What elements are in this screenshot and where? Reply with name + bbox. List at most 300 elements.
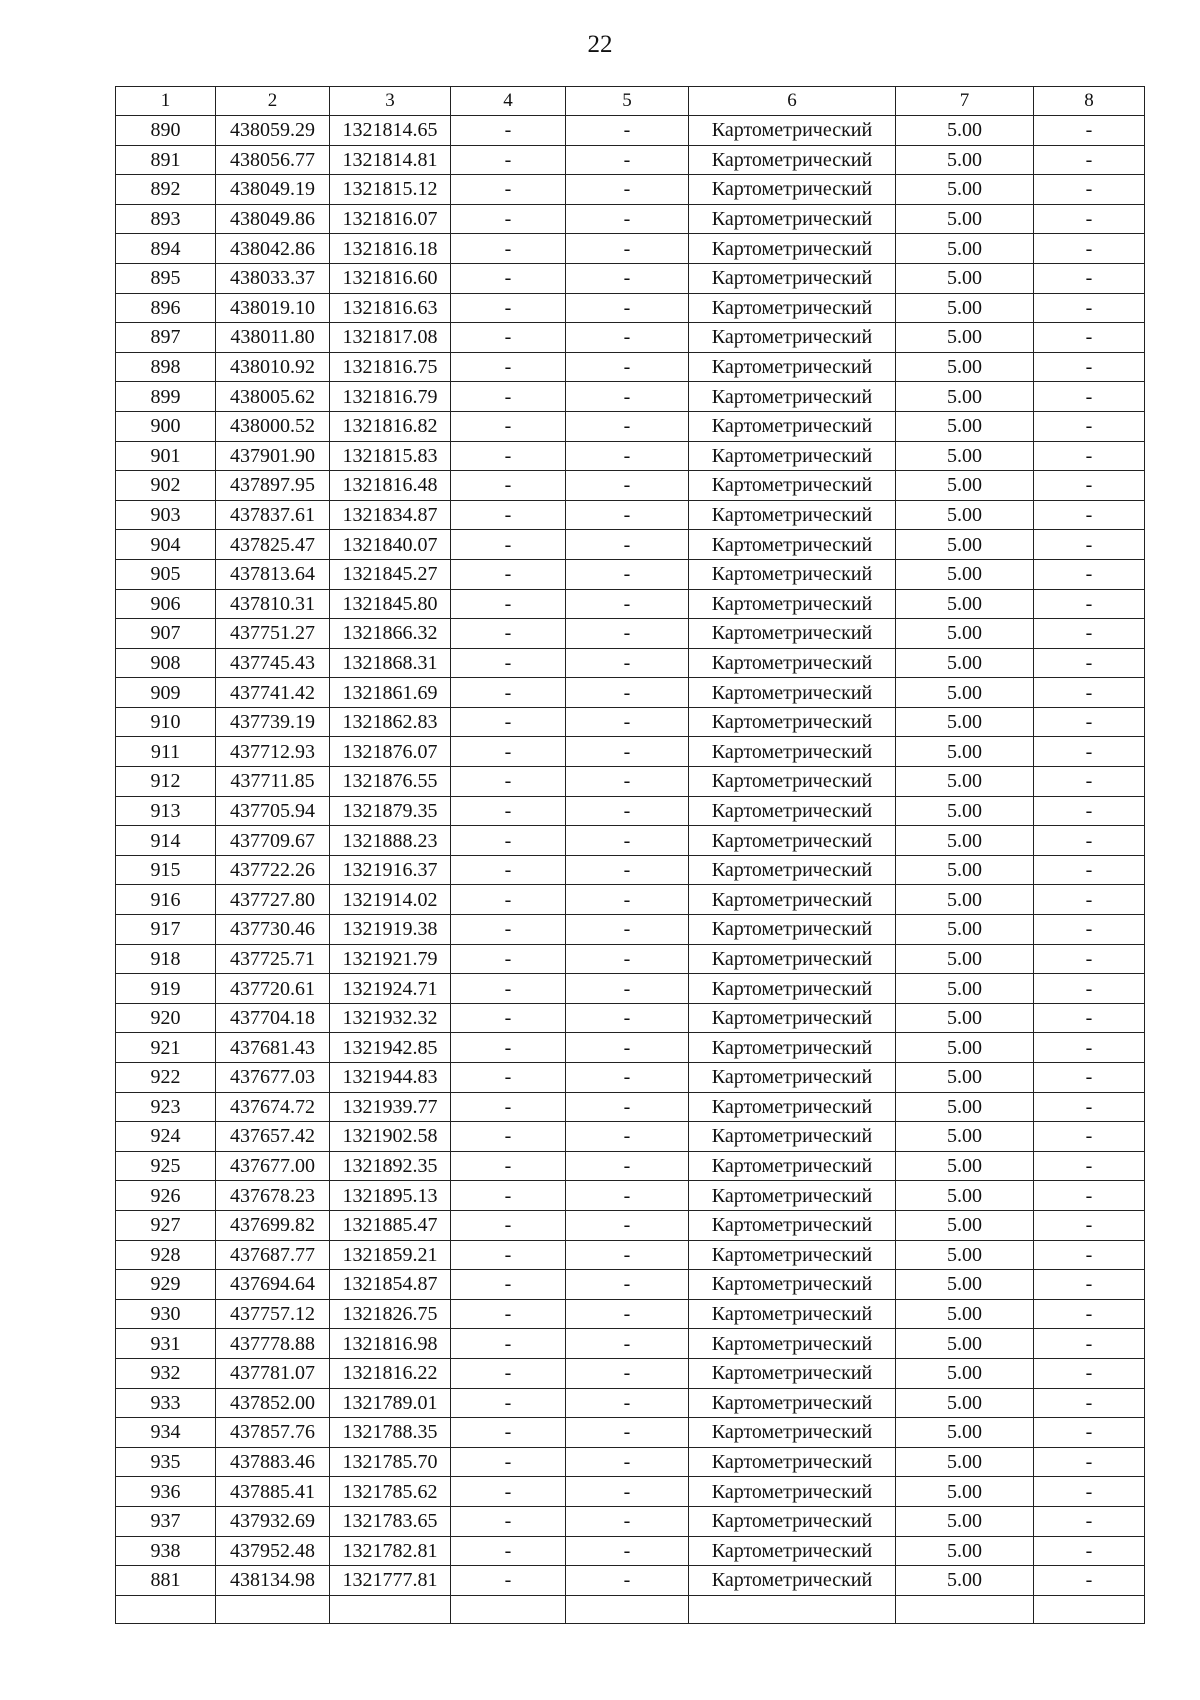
- table-cell: -: [451, 1122, 566, 1152]
- table-cell: 1321924.71: [330, 974, 451, 1004]
- table-cell: Картометрический: [689, 382, 896, 412]
- table-cell: 932: [116, 1358, 216, 1388]
- table-cell: 5.00: [896, 1477, 1034, 1507]
- table-row: [116, 204, 1145, 234]
- table-cell: -: [451, 1063, 566, 1093]
- table-cell: -: [566, 1388, 689, 1418]
- table-cell: -: [451, 1299, 566, 1329]
- column-header: 4: [451, 87, 566, 116]
- table-cell: 1321845.27: [330, 559, 451, 589]
- table-cell: -: [451, 1151, 566, 1181]
- table-cell: 5.00: [896, 1151, 1034, 1181]
- table-cell: -: [1034, 116, 1145, 146]
- table-row: [116, 1358, 1145, 1388]
- table-cell: -: [1034, 1270, 1145, 1300]
- table-cell: 899: [116, 382, 216, 412]
- table-cell: -: [566, 471, 689, 501]
- table-cell: 1321892.35: [330, 1151, 451, 1181]
- table-cell: 437883.46: [216, 1447, 330, 1477]
- table-cell: Картометрический: [689, 1003, 896, 1033]
- column-header: 8: [1034, 87, 1145, 116]
- table-cell: 437745.43: [216, 648, 330, 678]
- table-row: [116, 767, 1145, 797]
- table-row: [116, 1270, 1145, 1300]
- table-cell: -: [451, 1210, 566, 1240]
- table-cell: -: [451, 1477, 566, 1507]
- table-cell: -: [451, 1003, 566, 1033]
- table-cell: 5.00: [896, 885, 1034, 915]
- table-cell: 5.00: [896, 1033, 1034, 1063]
- table-cell: 930: [116, 1299, 216, 1329]
- table-cell: 1321816.48: [330, 471, 451, 501]
- table-cell: Картометрический: [689, 441, 896, 471]
- table-cell: 912: [116, 767, 216, 797]
- table-cell: 1321916.37: [330, 855, 451, 885]
- table-cell: -: [566, 707, 689, 737]
- table-row: [116, 1033, 1145, 1063]
- table-row: [116, 1506, 1145, 1536]
- table-cell: Картометрический: [689, 1477, 896, 1507]
- table-cell: 1321814.65: [330, 116, 451, 146]
- table-cell: 5.00: [896, 1418, 1034, 1448]
- table-cell: -: [566, 1536, 689, 1566]
- table-cell: -: [566, 1092, 689, 1122]
- table-cell: -: [566, 1299, 689, 1329]
- table-cell: 1321816.79: [330, 382, 451, 412]
- table-cell: -: [566, 648, 689, 678]
- table-row: [116, 1329, 1145, 1359]
- table-cell: 1321944.83: [330, 1063, 451, 1093]
- table-cell: 1321782.81: [330, 1536, 451, 1566]
- table-cell: Картометрический: [689, 767, 896, 797]
- table-cell: 438005.62: [216, 382, 330, 412]
- table-cell: -: [566, 234, 689, 264]
- table-cell: -: [451, 145, 566, 175]
- table-cell: 895: [116, 263, 216, 293]
- table-row: [116, 441, 1145, 471]
- table-cell: -: [566, 441, 689, 471]
- table-cell: 5.00: [896, 915, 1034, 945]
- table-cell: -: [566, 737, 689, 767]
- table-cell: -: [1034, 234, 1145, 264]
- table-row: [116, 1536, 1145, 1566]
- table-cell: 5.00: [896, 855, 1034, 885]
- table-cell: -: [1034, 1477, 1145, 1507]
- table-cell: -: [1034, 915, 1145, 945]
- table-cell: 5.00: [896, 471, 1034, 501]
- table-cell: -: [451, 855, 566, 885]
- table-cell: -: [451, 352, 566, 382]
- table-cell: 5.00: [896, 589, 1034, 619]
- table-cell: 938: [116, 1536, 216, 1566]
- table-cell: 1321939.77: [330, 1092, 451, 1122]
- table-cell: 1321861.69: [330, 678, 451, 708]
- table-cell: -: [1034, 974, 1145, 1004]
- table-cell: -: [1034, 885, 1145, 915]
- table-cell: Картометрический: [689, 619, 896, 649]
- table-cell: -: [451, 1506, 566, 1536]
- table-cell: 437694.64: [216, 1270, 330, 1300]
- table-cell: 1321789.01: [330, 1388, 451, 1418]
- table-cell: 438049.86: [216, 204, 330, 234]
- table-cell: -: [566, 1477, 689, 1507]
- table-cell: -: [1034, 1181, 1145, 1211]
- table-cell: 5.00: [896, 500, 1034, 530]
- table-cell: -: [566, 1003, 689, 1033]
- table-cell: 437705.94: [216, 796, 330, 826]
- table-row: [116, 1092, 1145, 1122]
- table-cell: 1321816.98: [330, 1329, 451, 1359]
- table-cell: 1321845.80: [330, 589, 451, 619]
- table-cell: -: [451, 648, 566, 678]
- table-cell: -: [451, 1388, 566, 1418]
- table-cell: 437711.85: [216, 767, 330, 797]
- empty-cell: [330, 1595, 451, 1623]
- table-cell: -: [451, 1092, 566, 1122]
- table-cell: -: [451, 1536, 566, 1566]
- table-cell: -: [1034, 619, 1145, 649]
- table-cell: Картометрический: [689, 737, 896, 767]
- table-cell: -: [1034, 648, 1145, 678]
- table-cell: 437687.77: [216, 1240, 330, 1270]
- table-cell: Картометрический: [689, 885, 896, 915]
- empty-cell: [566, 1595, 689, 1623]
- table-cell: 5.00: [896, 1536, 1034, 1566]
- table-cell: Картометрический: [689, 1329, 896, 1359]
- table-cell: 1321777.81: [330, 1566, 451, 1596]
- table-cell: 437897.95: [216, 471, 330, 501]
- table-cell: -: [566, 1447, 689, 1477]
- table-row: [116, 352, 1145, 382]
- table-cell: 1321879.35: [330, 796, 451, 826]
- table-cell: Картометрический: [689, 648, 896, 678]
- table-cell: 928: [116, 1240, 216, 1270]
- table-row: [116, 116, 1145, 146]
- table-row: [116, 1299, 1145, 1329]
- column-header: 3: [330, 87, 451, 116]
- table-cell: 918: [116, 944, 216, 974]
- table-cell: -: [1034, 1447, 1145, 1477]
- table-row: [116, 1210, 1145, 1240]
- table-cell: 1321868.31: [330, 648, 451, 678]
- table-cell: -: [1034, 1063, 1145, 1093]
- table-cell: -: [1034, 707, 1145, 737]
- table-cell: 5.00: [896, 1063, 1034, 1093]
- table-cell: -: [566, 855, 689, 885]
- table-cell: -: [451, 1418, 566, 1448]
- table-row: [116, 1418, 1145, 1448]
- table-body: [116, 116, 1145, 1624]
- table-cell: 5.00: [896, 352, 1034, 382]
- table-cell: 437781.07: [216, 1358, 330, 1388]
- table-cell: 437712.93: [216, 737, 330, 767]
- table-cell: 5.00: [896, 1003, 1034, 1033]
- table-row: [116, 974, 1145, 1004]
- table-cell: -: [566, 1358, 689, 1388]
- table-cell: Картометрический: [689, 707, 896, 737]
- table-row: [116, 915, 1145, 945]
- table-row: [116, 648, 1145, 678]
- table-cell: 437778.88: [216, 1329, 330, 1359]
- table-row: [116, 500, 1145, 530]
- table-cell: 5.00: [896, 1240, 1034, 1270]
- table-cell: 903: [116, 500, 216, 530]
- table-row: [116, 559, 1145, 589]
- table-cell: 905: [116, 559, 216, 589]
- table-cell: -: [1034, 500, 1145, 530]
- table-cell: -: [566, 263, 689, 293]
- table-cell: -: [451, 796, 566, 826]
- table-row: [116, 737, 1145, 767]
- table-cell: 913: [116, 796, 216, 826]
- table-cell: Картометрический: [689, 175, 896, 205]
- table-cell: Картометрический: [689, 530, 896, 560]
- table-cell: 437810.31: [216, 589, 330, 619]
- table-cell: -: [1034, 471, 1145, 501]
- table-cell: -: [451, 974, 566, 1004]
- table-cell: -: [451, 234, 566, 264]
- table-cell: Картометрический: [689, 1033, 896, 1063]
- table-cell: -: [1034, 1358, 1145, 1388]
- table-cell: -: [1034, 826, 1145, 856]
- table-cell: 438056.77: [216, 145, 330, 175]
- table-cell: 1321888.23: [330, 826, 451, 856]
- table-row: [116, 1388, 1145, 1418]
- table-cell: 437727.80: [216, 885, 330, 915]
- table-cell: Картометрический: [689, 471, 896, 501]
- table-cell: -: [451, 293, 566, 323]
- table-cell: -: [566, 559, 689, 589]
- table-row: [116, 1477, 1145, 1507]
- table-cell: -: [451, 323, 566, 353]
- table-cell: -: [1034, 323, 1145, 353]
- table-cell: -: [1034, 145, 1145, 175]
- table-cell: 1321866.32: [330, 619, 451, 649]
- table-cell: -: [451, 944, 566, 974]
- table-cell: -: [1034, 737, 1145, 767]
- table-cell: -: [566, 1122, 689, 1152]
- table-cell: 920: [116, 1003, 216, 1033]
- table-cell: -: [566, 589, 689, 619]
- table-cell: 1321785.62: [330, 1477, 451, 1507]
- table-cell: 1321876.55: [330, 767, 451, 797]
- table-cell: 5.00: [896, 145, 1034, 175]
- table-cell: 5.00: [896, 234, 1034, 264]
- table-cell: 437885.41: [216, 1477, 330, 1507]
- table-cell: 921: [116, 1033, 216, 1063]
- table-cell: -: [451, 826, 566, 856]
- table-cell: 919: [116, 974, 216, 1004]
- table-cell: Картометрический: [689, 234, 896, 264]
- table-cell: 1321914.02: [330, 885, 451, 915]
- table-cell: 438000.52: [216, 411, 330, 441]
- table-cell: -: [566, 1033, 689, 1063]
- table-cell: -: [566, 1329, 689, 1359]
- table-cell: Картометрический: [689, 293, 896, 323]
- table-cell: 1321862.83: [330, 707, 451, 737]
- table-cell: 437757.12: [216, 1299, 330, 1329]
- table-cell: 5.00: [896, 826, 1034, 856]
- table-row: [116, 1063, 1145, 1093]
- table-cell: Картометрический: [689, 1358, 896, 1388]
- table-cell: 1321834.87: [330, 500, 451, 530]
- table-cell: -: [451, 1358, 566, 1388]
- table-cell: 437825.47: [216, 530, 330, 560]
- table-cell: 927: [116, 1210, 216, 1240]
- table-cell: 893: [116, 204, 216, 234]
- table-cell: -: [451, 1181, 566, 1211]
- table-cell: 5.00: [896, 1299, 1034, 1329]
- table-cell: 437699.82: [216, 1210, 330, 1240]
- table-cell: -: [451, 382, 566, 412]
- table-row: [116, 1003, 1145, 1033]
- table-cell: 1321814.81: [330, 145, 451, 175]
- table-cell: -: [451, 1566, 566, 1596]
- coordinates-table: [115, 86, 1145, 1624]
- table-cell: -: [566, 1181, 689, 1211]
- table-cell: 1321785.70: [330, 1447, 451, 1477]
- table-cell: 437739.19: [216, 707, 330, 737]
- column-header: 6: [689, 87, 896, 116]
- empty-cell: [896, 1595, 1034, 1623]
- table-cell: 5.00: [896, 1566, 1034, 1596]
- table-cell: 437704.18: [216, 1003, 330, 1033]
- table-row: [116, 1566, 1145, 1596]
- table-cell: 1321942.85: [330, 1033, 451, 1063]
- table-cell: -: [451, 116, 566, 146]
- table-cell: -: [1034, 263, 1145, 293]
- table-cell: 931: [116, 1329, 216, 1359]
- table-cell: Картометрический: [689, 1447, 896, 1477]
- table-cell: -: [566, 411, 689, 441]
- table-cell: Картометрический: [689, 915, 896, 945]
- table-cell: Картометрический: [689, 1536, 896, 1566]
- table-cell: -: [1034, 204, 1145, 234]
- table-cell: 923: [116, 1092, 216, 1122]
- column-header: 7: [896, 87, 1034, 116]
- table-cell: 5.00: [896, 1270, 1034, 1300]
- table-cell: Картометрический: [689, 263, 896, 293]
- table-cell: 5.00: [896, 116, 1034, 146]
- table-cell: 5.00: [896, 648, 1034, 678]
- table-cell: 1321826.75: [330, 1299, 451, 1329]
- table-cell: 437837.61: [216, 500, 330, 530]
- table-cell: -: [566, 1063, 689, 1093]
- table-cell: 902: [116, 471, 216, 501]
- table-cell: -: [566, 1418, 689, 1448]
- table-cell: 5.00: [896, 707, 1034, 737]
- table-cell: -: [451, 1270, 566, 1300]
- table-cell: 909: [116, 678, 216, 708]
- table-cell: 5.00: [896, 530, 1034, 560]
- table-cell: Картометрический: [689, 1063, 896, 1093]
- table-cell: 438059.29: [216, 116, 330, 146]
- table-cell: 929: [116, 1270, 216, 1300]
- table-row: [116, 1151, 1145, 1181]
- table-cell: 437657.42: [216, 1122, 330, 1152]
- table-cell: 5.00: [896, 796, 1034, 826]
- table-cell: 896: [116, 293, 216, 323]
- table-cell: -: [566, 1151, 689, 1181]
- table-cell: 925: [116, 1151, 216, 1181]
- empty-cell: [689, 1595, 896, 1623]
- table-cell: -: [451, 175, 566, 205]
- table-cell: -: [451, 589, 566, 619]
- table-cell: Картометрический: [689, 1151, 896, 1181]
- table-cell: 1321840.07: [330, 530, 451, 560]
- table-row: [116, 530, 1145, 560]
- table-cell: 437741.42: [216, 678, 330, 708]
- table-cell: -: [566, 145, 689, 175]
- table-cell: -: [566, 1270, 689, 1300]
- table-cell: -: [1034, 1566, 1145, 1596]
- table-cell: 437709.67: [216, 826, 330, 856]
- table-cell: 5.00: [896, 1210, 1034, 1240]
- table-cell: -: [1034, 1033, 1145, 1063]
- table-cell: -: [566, 175, 689, 205]
- table-cell: -: [1034, 1506, 1145, 1536]
- table-row: [116, 263, 1145, 293]
- table-cell: 933: [116, 1388, 216, 1418]
- table-cell: -: [566, 1210, 689, 1240]
- table-cell: 437730.46: [216, 915, 330, 945]
- table-cell: -: [451, 1033, 566, 1063]
- table-cell: 438033.37: [216, 263, 330, 293]
- table-cell: 910: [116, 707, 216, 737]
- table-cell: 1321816.22: [330, 1358, 451, 1388]
- table-row: [116, 1447, 1145, 1477]
- table-cell: -: [566, 767, 689, 797]
- table-cell: -: [1034, 767, 1145, 797]
- table-cell: Картометрический: [689, 204, 896, 234]
- table-row: [116, 1181, 1145, 1211]
- table-cell: -: [1034, 1418, 1145, 1448]
- table-cell: 438134.98: [216, 1566, 330, 1596]
- table-cell: 438019.10: [216, 293, 330, 323]
- table-cell: -: [566, 1240, 689, 1270]
- table-cell: 881: [116, 1566, 216, 1596]
- table-cell: -: [451, 915, 566, 945]
- table-row: [116, 234, 1145, 264]
- table-cell: Картометрический: [689, 1210, 896, 1240]
- table-cell: -: [566, 500, 689, 530]
- table-cell: Картометрический: [689, 1299, 896, 1329]
- table-cell: -: [1034, 352, 1145, 382]
- table-cell: 1321815.83: [330, 441, 451, 471]
- table-cell: -: [451, 204, 566, 234]
- table-cell: Картометрический: [689, 1388, 896, 1418]
- table-cell: 924: [116, 1122, 216, 1152]
- table-cell: 5.00: [896, 263, 1034, 293]
- table-cell: 5.00: [896, 678, 1034, 708]
- table-cell: -: [451, 707, 566, 737]
- table-cell: -: [451, 1329, 566, 1359]
- table-cell: 891: [116, 145, 216, 175]
- empty-cell: [1034, 1595, 1145, 1623]
- table-cell: 5.00: [896, 559, 1034, 589]
- table-cell: -: [451, 678, 566, 708]
- table-cell: -: [451, 411, 566, 441]
- table-cell: -: [1034, 411, 1145, 441]
- table-cell: 890: [116, 116, 216, 146]
- table-cell: 5.00: [896, 1329, 1034, 1359]
- table-cell: Картометрический: [689, 1240, 896, 1270]
- table-cell: 1321895.13: [330, 1181, 451, 1211]
- table-cell: Картометрический: [689, 1092, 896, 1122]
- table-cell: 437857.76: [216, 1418, 330, 1448]
- table-cell: 437674.72: [216, 1092, 330, 1122]
- table-cell: 1321815.12: [330, 175, 451, 205]
